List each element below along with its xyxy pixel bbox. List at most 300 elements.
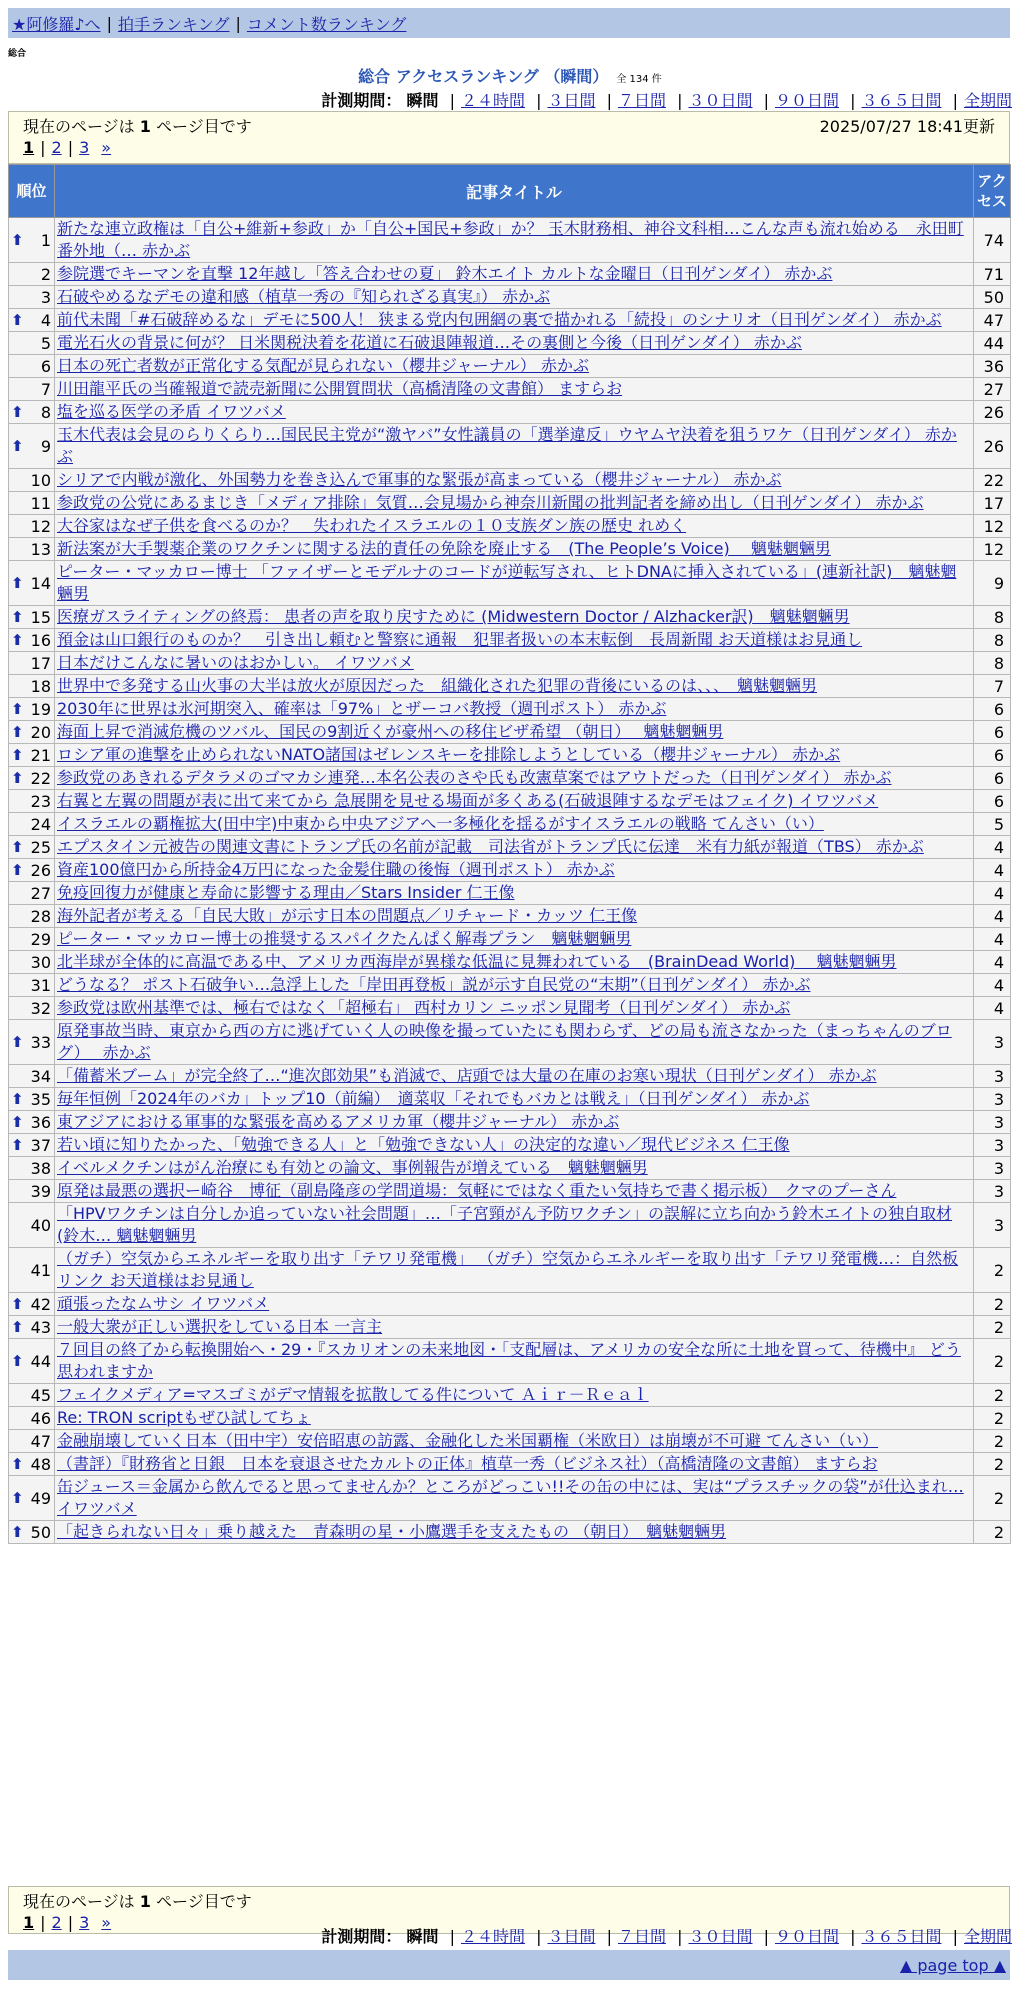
rank-number: 43	[30, 1317, 51, 1337]
table-row	[9, 1430, 1011, 1453]
rank-up-arrow-icon: ⬆	[11, 1352, 24, 1370]
title-cell	[55, 1293, 974, 1316]
rank-cell	[9, 1088, 55, 1111]
title-cell	[55, 355, 974, 378]
title-cell	[55, 629, 974, 652]
article-title-link[interactable]: 参政党のあきれるデタラメのゴマカシ連発…本名公表のさや氏も改憲草案ではアウトだった（日刊ゲンダイ） 赤かぶ	[57, 768, 892, 787]
table-row	[9, 218, 1011, 263]
title-cell	[55, 997, 974, 1020]
nav-separator: |	[106, 13, 112, 33]
pager-page-3[interactable]: 3	[79, 137, 90, 157]
table-row	[9, 1476, 1011, 1521]
title-cell	[55, 1339, 974, 1384]
pager-page-2[interactable]: 2	[51, 137, 62, 157]
rank-up-arrow-icon: ⬆	[11, 574, 24, 592]
rank-number: 35	[30, 1089, 51, 1109]
rank-up-arrow-icon: ⬆	[11, 1523, 24, 1541]
rank-number: 20	[30, 722, 51, 742]
article-title-link[interactable]: 塩を巡る医学の矛盾 イワツバメ	[57, 402, 286, 421]
article-title-link[interactable]: 原発は最悪の選択ー崎谷 博征（副島隆彦の学問道場：気軽にではなく重たい気持ちで書く掲示板） クマのプーさん	[57, 1181, 897, 1200]
article-title-link[interactable]: 石破やめるなデモの違和感（植草一秀の『知られざる真実』） 赤かぶ	[57, 287, 551, 306]
period-label: 計測期間：	[321, 1927, 402, 1946]
article-title-link[interactable]: シリアで内戦が激化、外国勢力を巻き込んで軍事的な緊張が高まっている（櫻井ジャーナル） 赤かぶ	[57, 470, 782, 489]
rank-number: 40	[30, 1215, 51, 1235]
category-label: 総合	[8, 49, 27, 59]
article-title-link[interactable]: 右翼と左翼の問題が表に出て来てから 急展開を見せる場面が多くある(石破退陣するなデモはフェイク) イワツバメ	[57, 791, 879, 810]
title-cell	[55, 1316, 974, 1339]
table-row	[9, 1339, 1011, 1384]
rank-up-arrow-icon: ⬆	[11, 1455, 24, 1473]
title-cell	[55, 1134, 974, 1157]
article-title-link[interactable]: フェイクメディア=マスゴミがデマ情報を拡散してる件について Ａｉｒ－Ｒｅａｌ	[57, 1385, 649, 1404]
article-title-link[interactable]: 金融崩壊していく日本（田中宇）安倍昭恵の訪露、金融化した米国覇権（米欧日）は崩壊が不可避 てんさい（い）	[57, 1431, 879, 1450]
title-cell	[55, 332, 974, 355]
article-title-link[interactable]: 電光石火の背景に何が？ 日米関税決着を花道に石破退陣報道…その裏側と今後（日刊ゲンダイ） 赤かぶ	[57, 333, 802, 352]
access-count: 3	[974, 1065, 1011, 1088]
title-cell	[55, 1180, 974, 1203]
article-title-link[interactable]: 世界中で多発する山火事の大半は放火が原因だった 組織化された犯罪の背後にいるのは、、、 魑魅魍魎男	[57, 676, 818, 695]
period-90d[interactable]: ９０日間	[774, 91, 839, 110]
title-cell	[55, 1248, 974, 1293]
title-cell	[55, 1065, 974, 1088]
page-info-box-top	[8, 111, 1010, 164]
rank-cell	[9, 1316, 55, 1339]
title-cell	[55, 515, 974, 538]
table-row	[9, 997, 1011, 1020]
title-cell	[55, 1203, 974, 1248]
title-cell	[55, 1476, 974, 1521]
access-count: 3	[974, 1180, 1011, 1203]
title-cell	[55, 561, 974, 606]
rank-cell	[9, 401, 55, 424]
article-title-link[interactable]: 免疫回復力が健康と寿命に影響する理由／Stars Insider 仁王像	[57, 883, 515, 902]
pager-bottom: 1 | 2 | 3 »	[23, 1912, 112, 1932]
article-title-link[interactable]: （ガチ）空気からエネルギーを取り出す「テワリ発電機」 （ガチ）空気からエネルギーを取り出す「テワリ発電機…：自然板リンク お天道様はお見通し	[57, 1249, 959, 1290]
title-cell	[55, 401, 974, 424]
access-count: 4	[974, 905, 1011, 928]
period-7d[interactable]: ７日間	[617, 1927, 666, 1946]
page-info-text: 現在のページは 1 ページ目です	[23, 116, 252, 136]
article-title-link[interactable]: 缶ジュース＝金属から飲んでると思ってませんか？ところがどっこい!!その缶の中には、実は“プラスチックの袋”が仕込まれ…イワツバメ	[57, 1477, 964, 1518]
access-count: 9	[974, 561, 1011, 606]
access-count: 3	[974, 1157, 1011, 1180]
article-title-link[interactable]: エプスタイン元被告の関連文書にトランプ氏の名前が記載 司法省がトランプ氏に伝達 米有力紙が報道（TBS） 赤かぶ	[57, 837, 924, 856]
nav-link-asyura[interactable]: ★阿修羅♪へ	[12, 14, 101, 34]
rank-number: 46	[30, 1408, 51, 1428]
rank-cell	[9, 721, 55, 744]
title-cell	[55, 859, 974, 882]
rank-up-arrow-icon: ⬆	[11, 1033, 24, 1051]
table-row	[9, 355, 1011, 378]
rank-cell	[9, 1430, 55, 1453]
rank-number: 22	[30, 768, 51, 788]
table-row	[9, 974, 1011, 997]
access-count: 44	[974, 332, 1011, 355]
access-count: 47	[974, 309, 1011, 332]
period-current: 瞬間	[406, 91, 439, 110]
article-title-link[interactable]: 日本の死亡者数が正常化する気配が見られない（櫻井ジャーナル） 赤かぶ	[57, 356, 589, 375]
article-title-link[interactable]: 毎年恒例「2024年のバカ」トップ10（前編） 適菜収「それでもバカとは戦え」（日刊ゲンダイ） 赤かぶ	[57, 1089, 810, 1108]
access-count: 2	[974, 1339, 1011, 1384]
rank-cell	[9, 767, 55, 790]
article-title-link[interactable]: 海外記者が考える「自民大敗」が示す日本の問題点／リチャード・カッツ 仁王像	[57, 906, 638, 925]
rank-number: 49	[30, 1488, 51, 1508]
period-all[interactable]: 全期間	[963, 91, 1012, 110]
pager-current: 1	[23, 137, 35, 157]
title-cell	[55, 1521, 974, 1544]
rank-number: 10	[30, 470, 51, 490]
table-row	[9, 1203, 1011, 1248]
article-title-link[interactable]: イベルメクチンはがん治療にも有効との論文、事例報告が増えている 魑魅魍魎男	[57, 1158, 648, 1177]
table-row	[9, 744, 1011, 767]
access-count: 3	[974, 1134, 1011, 1157]
access-count: 17	[974, 492, 1011, 515]
table-row	[9, 1065, 1011, 1088]
article-title-link[interactable]: 「備蓄米ブーム」が完全終了…“進次郎効果”も消滅で、店頭では大量の在庫のお寒い現状（日刊ゲンダイ） 赤かぶ	[57, 1066, 877, 1085]
pager-page-3[interactable]: 3	[79, 1912, 90, 1932]
access-count: 12	[974, 515, 1011, 538]
rank-up-arrow-icon: ⬆	[11, 1295, 24, 1313]
rank-number: 21	[30, 745, 51, 765]
title-cell	[55, 1407, 974, 1430]
rank-number: 23	[30, 791, 51, 811]
rank-number: 39	[30, 1181, 51, 1201]
rank-number: 42	[30, 1294, 51, 1314]
rank-cell	[9, 974, 55, 997]
title-cell	[55, 951, 974, 974]
period-30d[interactable]: ３０日間	[688, 1927, 753, 1946]
period-365d[interactable]: ３６５日間	[861, 91, 942, 110]
rank-number: 2	[40, 264, 51, 284]
rank-up-arrow-icon: ⬆	[11, 838, 24, 856]
top-nav-bar	[8, 8, 1010, 38]
rank-cell	[9, 629, 55, 652]
period-selector-bottom: 計測期間： 瞬間 | ２４時間 | ３日間 | ７日間 | ３０日間 | ９０日間 | ３６５日間 | 全期間	[321, 1927, 1012, 1946]
period-current: 瞬間	[406, 1927, 439, 1946]
access-count: 6	[974, 790, 1011, 813]
title-cell	[55, 928, 974, 951]
access-count: 6	[974, 721, 1011, 744]
rank-number: 50	[30, 1522, 51, 1542]
article-title-link[interactable]: 参政党は欧州基準では、極右ではなく「超極右」 西村カリン ニッポン見聞考（日刊ゲンダイ） 赤かぶ	[57, 998, 791, 1017]
article-title-link[interactable]: ピーター・マッカロー博士 「ファイザーとモデルナのコードが逆転写され、ヒトDNAに挿入されている」(連新社訳) 魑魅魍魎男	[57, 562, 957, 603]
article-title-link[interactable]: 参院選でキーマンを直撃 12年越し「答え合わせの夏」 鈴木エイト カルトな金曜日（日刊ゲンダイ） 赤かぶ	[57, 264, 833, 283]
rank-number: 8	[40, 402, 51, 422]
table-row	[9, 1521, 1011, 1544]
access-count: 2	[974, 1384, 1011, 1407]
access-count: 3	[974, 1020, 1011, 1065]
table-row	[9, 790, 1011, 813]
article-title-link[interactable]: 日本だけこんなに暑いのはおかしい。 イワツバメ	[57, 653, 414, 672]
rank-number: 7	[40, 379, 51, 399]
page-info-text: 現在のページは 1 ページ目です	[23, 1891, 252, 1911]
rank-cell	[9, 286, 55, 309]
rank-cell	[9, 813, 55, 836]
table-row	[9, 1180, 1011, 1203]
article-title-link[interactable]: どうなる？ ポスト石破争い…急浮上した「岸田再登板」説が示す自民党の“末期”（日刊ゲンダイ） 赤かぶ	[57, 975, 811, 994]
table-row	[9, 698, 1011, 721]
table-row	[9, 286, 1011, 309]
table-row	[9, 1157, 1011, 1180]
period-90d[interactable]: ９０日間	[774, 1927, 839, 1946]
ranking-table	[8, 164, 1011, 1544]
title-cell	[55, 263, 974, 286]
rank-cell	[9, 928, 55, 951]
rank-up-arrow-icon: ⬆	[11, 1318, 24, 1336]
rank-number: 14	[30, 573, 51, 593]
article-title-link[interactable]: 医療ガスライティングの終焉： 患者の声を取り戻すために (Midwestern Doctor / Alzhacker訳) 魑魅魍魎男	[57, 607, 850, 626]
article-title-link[interactable]: ピーター・マッカロー博士の推奨するスパイクたんぱく解毒プラン 魑魅魍魎男	[57, 929, 632, 948]
nav-separator: |	[235, 13, 241, 33]
rank-cell	[9, 1157, 55, 1180]
rank-number: 6	[40, 356, 51, 376]
access-count: 2	[974, 1248, 1011, 1293]
rank-cell	[9, 1134, 55, 1157]
rank-up-arrow-icon: ⬆	[11, 311, 24, 329]
table-row	[9, 469, 1011, 492]
rank-cell	[9, 492, 55, 515]
period-30d[interactable]: ３０日間	[688, 91, 753, 110]
article-title-link[interactable]: 新法案が大手製薬企業のワクチンに関する法的責任の免除を廃止する (The People’s Voice) 魑魅魍魎男	[57, 539, 831, 558]
rank-cell	[9, 1065, 55, 1088]
table-row	[9, 401, 1011, 424]
access-count: 3	[974, 1088, 1011, 1111]
article-title-link[interactable]: 新たな連立政権は「自公+維新+参政」か「自公+国民+参政」か？ 玉木財務相、神谷文科相…こんな声も流れ始める 永田町番外地（… 赤かぶ	[57, 219, 964, 260]
rank-cell	[9, 1384, 55, 1407]
period-3d[interactable]: ３日間	[547, 91, 596, 110]
rank-up-arrow-icon: ⬆	[11, 1136, 24, 1154]
pager-page-2[interactable]: 2	[51, 1912, 62, 1932]
title-cell	[55, 767, 974, 790]
rank-number: 4	[40, 310, 51, 330]
access-count: 4	[974, 974, 1011, 997]
access-count: 2	[974, 1453, 1011, 1476]
article-title-link[interactable]: 若い頃に知りたかった、「勉強できる人」と「勉強できない人」の決定的な違い／現代ビジネス 仁王像	[57, 1135, 790, 1154]
access-count: 2	[974, 1430, 1011, 1453]
article-title-link[interactable]: 東アジアにおける軍事的な緊張を高めるアメリカ軍（櫻井ジャーナル） 赤かぶ	[57, 1112, 620, 1131]
period-all[interactable]: 全期間	[963, 1927, 1012, 1946]
table-row	[9, 538, 1011, 561]
table-row	[9, 515, 1011, 538]
rank-cell	[9, 469, 55, 492]
rank-cell	[9, 309, 55, 332]
rank-up-arrow-icon: ⬆	[11, 231, 24, 249]
article-title-link[interactable]: イスラエルの覇権拡大(田中宇)中東から中央アジアへ一多極化を揺るがすイスラエルの戦略 てんさい（い）	[57, 814, 824, 833]
table-row	[9, 492, 1011, 515]
title-cell	[55, 1157, 974, 1180]
rank-cell	[9, 1203, 55, 1248]
article-title-link[interactable]: （書評）『財務省と日銀 日本を衰退させたカルトの正体』植草一秀（ビジネス社）（高橋清隆の文書館） ますらお	[57, 1454, 878, 1473]
access-count: 7	[974, 675, 1011, 698]
access-count: 4	[974, 951, 1011, 974]
table-row	[9, 1248, 1011, 1293]
access-count: 8	[974, 629, 1011, 652]
rank-cell	[9, 355, 55, 378]
page-top-link[interactable]: ▲ page top ▲	[899, 1955, 1006, 1975]
period-24h[interactable]: ２４時間	[460, 1927, 525, 1946]
title-cell	[55, 744, 974, 767]
rank-cell	[9, 951, 55, 974]
title-cell	[55, 836, 974, 859]
rank-cell	[9, 744, 55, 767]
rank-number: 5	[40, 333, 51, 353]
rank-cell	[9, 538, 55, 561]
rank-up-arrow-icon: ⬆	[11, 403, 24, 421]
access-count: 4	[974, 836, 1011, 859]
article-title-link[interactable]: 一般大衆が正しい選択をしている日本 一言主	[57, 1317, 383, 1336]
access-count: 8	[974, 652, 1011, 675]
title-cell	[55, 538, 974, 561]
title-cell	[55, 378, 974, 401]
article-title-link[interactable]: 前代未聞「#石破辞めるな」デモに500人！ 狭まる党内包囲網の裏で描かれる「続投」のシナリオ（日刊ゲンダイ） 赤かぶ	[57, 310, 942, 329]
period-24h[interactable]: ２４時間	[460, 91, 525, 110]
rank-cell	[9, 378, 55, 401]
rank-number: 32	[30, 998, 51, 1018]
article-title-link[interactable]: ７回目の終了から転換開始へ・29・『スカリオンの未来地図・「支配層は、アメリカの安全な所に土地を買って、待機中』 どう思われますか	[57, 1340, 961, 1381]
rank-up-arrow-icon: ⬆	[11, 746, 24, 764]
period-7d[interactable]: ７日間	[617, 91, 666, 110]
rank-cell	[9, 1111, 55, 1134]
rank-number: 30	[30, 952, 51, 972]
rank-up-arrow-icon: ⬆	[11, 1489, 24, 1507]
rank-cell	[9, 1248, 55, 1293]
table-row	[9, 836, 1011, 859]
article-title-link[interactable]: 玉木代表は会見のらりくらり…国民民主党が“激ヤバ”女性議員の「選挙違反」ウヤムヤ決着を狙うワケ（日刊ゲンダイ） 赤かぶ	[57, 425, 957, 466]
table-row	[9, 859, 1011, 882]
rank-number: 16	[30, 630, 51, 650]
rank-up-arrow-icon: ⬆	[11, 861, 24, 879]
nav-link-comment-ranking[interactable]: コメント数ランキング	[246, 14, 407, 34]
rank-cell	[9, 1293, 55, 1316]
title-cell	[55, 1384, 974, 1407]
rank-cell	[9, 1453, 55, 1476]
title-cell	[55, 698, 974, 721]
period-selector-top: 計測期間： 瞬間 | ２４時間 | ３日間 | ７日間 | ３０日間 | ９０日間 | ３６５日間 | 全期間	[321, 91, 1012, 110]
table-row	[9, 1020, 1011, 1065]
pager-next[interactable]: »	[101, 1912, 112, 1932]
table-row	[9, 1088, 1011, 1111]
access-count: 36	[974, 355, 1011, 378]
rank-number: 26	[30, 860, 51, 880]
access-count: 4	[974, 997, 1011, 1020]
rank-number: 18	[30, 676, 51, 696]
access-count: 6	[974, 698, 1011, 721]
page-title: 総合 アクセスランキング （瞬間）	[358, 67, 609, 86]
access-count: 22	[974, 469, 1011, 492]
title-cell	[55, 1020, 974, 1065]
access-count: 74	[974, 218, 1011, 263]
title-cell	[55, 218, 974, 263]
table-row	[9, 905, 1011, 928]
rank-cell	[9, 1476, 55, 1521]
access-count: 3	[974, 1203, 1011, 1248]
article-title-link[interactable]: 「起きられない日々」乗り越えた 青森明の星・小鷹選手を支えたもの （朝日） 魑魅魍魎男	[57, 1522, 727, 1541]
article-title-link[interactable]: 大谷家はなぜ子供を食べるのか？ 失われたイスラエルの１０支族ダン族の歴史 れめく	[57, 516, 687, 535]
rank-up-arrow-icon: ⬆	[11, 700, 24, 718]
rank-number: 12	[30, 516, 51, 536]
title-cell	[55, 492, 974, 515]
title-cell	[55, 1430, 974, 1453]
rank-cell	[9, 218, 55, 263]
rank-number: 33	[30, 1032, 51, 1052]
title-cell	[55, 424, 974, 469]
header-access: アクセス	[974, 165, 1011, 218]
article-title-link[interactable]: ロシア軍の進撃を止められないNATO諸国はゼレンスキーを排除しようとしている（櫻井ジャーナル） 赤かぶ	[57, 745, 841, 764]
table-row	[9, 1134, 1011, 1157]
article-title-link[interactable]: 北半球が全体的に高温である中、アメリカ西海岸が異様な低温に見舞われている (BrainDead World) 魑魅魍魎男	[57, 952, 897, 971]
rank-number: 9	[40, 436, 51, 456]
access-count: 26	[974, 424, 1011, 469]
total-count: 全 134 件	[616, 74, 662, 85]
rank-number: 17	[30, 653, 51, 673]
rank-number: 25	[30, 837, 51, 857]
rank-cell	[9, 515, 55, 538]
period-365d[interactable]: ３６５日間	[861, 1927, 942, 1946]
rank-number: 15	[30, 607, 51, 627]
nav-link-applause-ranking[interactable]: 拍手ランキング	[117, 14, 230, 34]
rank-number: 3	[40, 287, 51, 307]
article-title-link[interactable]: 2030年に世界は氷河期突入、確率は「97%」とザーコバ教授（週刊ポスト） 赤かぶ	[57, 699, 667, 718]
article-title-link[interactable]: Re: TRON scriptもぜひ試してちょ	[57, 1408, 311, 1427]
table-row	[9, 424, 1011, 469]
access-count: 5	[974, 813, 1011, 836]
table-row	[9, 378, 1011, 401]
rank-number: 38	[30, 1158, 51, 1178]
title-cell	[55, 790, 974, 813]
pager-top: 1 | 2 | 3 »	[23, 137, 112, 157]
rank-number: 13	[30, 539, 51, 559]
access-count: 2	[974, 1476, 1011, 1521]
access-count: 8	[974, 606, 1011, 629]
table-row	[9, 1453, 1011, 1476]
title-cell	[55, 652, 974, 675]
article-title-link[interactable]: 参政党の公党にあるまじき「メディア排除」気質…会見場から神奈川新聞の批判記者を締め出し（日刊ゲンダイ） 赤かぶ	[57, 493, 924, 512]
article-title-link[interactable]: 「HPVワクチンは自分しか追っていない社会問題」…「子宮頸がん予防ワクチン」の誤解に立ち向かう鈴木エイトの独自取材(鈴木… 魑魅魍魎男	[57, 1204, 953, 1245]
pager-next[interactable]: »	[101, 137, 112, 157]
rank-up-arrow-icon: ⬆	[11, 769, 24, 787]
rank-up-arrow-icon: ⬆	[11, 608, 24, 626]
rank-cell	[9, 424, 55, 469]
table-row	[9, 1316, 1011, 1339]
period-label: 計測期間：	[321, 91, 402, 110]
table-row	[9, 951, 1011, 974]
table-row	[9, 332, 1011, 355]
table-row	[9, 928, 1011, 951]
table-row	[9, 1384, 1011, 1407]
table-row	[9, 1111, 1011, 1134]
article-title-link[interactable]: 頑張ったなムサシ イワツバメ	[57, 1294, 270, 1313]
rank-number: 31	[30, 975, 51, 995]
article-title-link[interactable]: 預金は山口銀行のものか？ 引き出し頼むと警察に通報 犯罪者扱いの本末転倒 長周新聞 お天道様はお見通し	[57, 630, 863, 649]
article-title-link[interactable]: 海面上昇で消滅危機のツバル、国民の9割近くが豪州への移住ビザ希望 （朝日） 魑魅魍魎男	[57, 722, 724, 741]
rank-number: 45	[30, 1385, 51, 1405]
title-cell	[55, 974, 974, 997]
table-row	[9, 767, 1011, 790]
article-title-link[interactable]: 原発事故当時、東京から西の方に逃げていく人の映像を撮っていたにも関わらず、どの局も流さなかった（まっちゃんのブログ） 赤かぶ	[57, 1021, 952, 1062]
title-cell	[55, 721, 974, 744]
title-cell	[55, 286, 974, 309]
table-row	[9, 309, 1011, 332]
rank-number: 41	[30, 1260, 51, 1280]
access-count: 50	[974, 286, 1011, 309]
period-3d[interactable]: ３日間	[547, 1927, 596, 1946]
rank-number: 48	[30, 1454, 51, 1474]
table-header-row	[9, 165, 1011, 218]
footer-bar	[8, 1950, 1010, 1980]
rank-cell	[9, 882, 55, 905]
article-title-link[interactable]: 資産100億円から所持金4万円になった金髪住職の後悔（週刊ポスト） 赤かぶ	[57, 860, 615, 879]
article-title-link[interactable]: 川田龍平氏の当確報道で読売新聞に公開質問状（高橋清隆の文書館） ますらお	[57, 379, 623, 398]
